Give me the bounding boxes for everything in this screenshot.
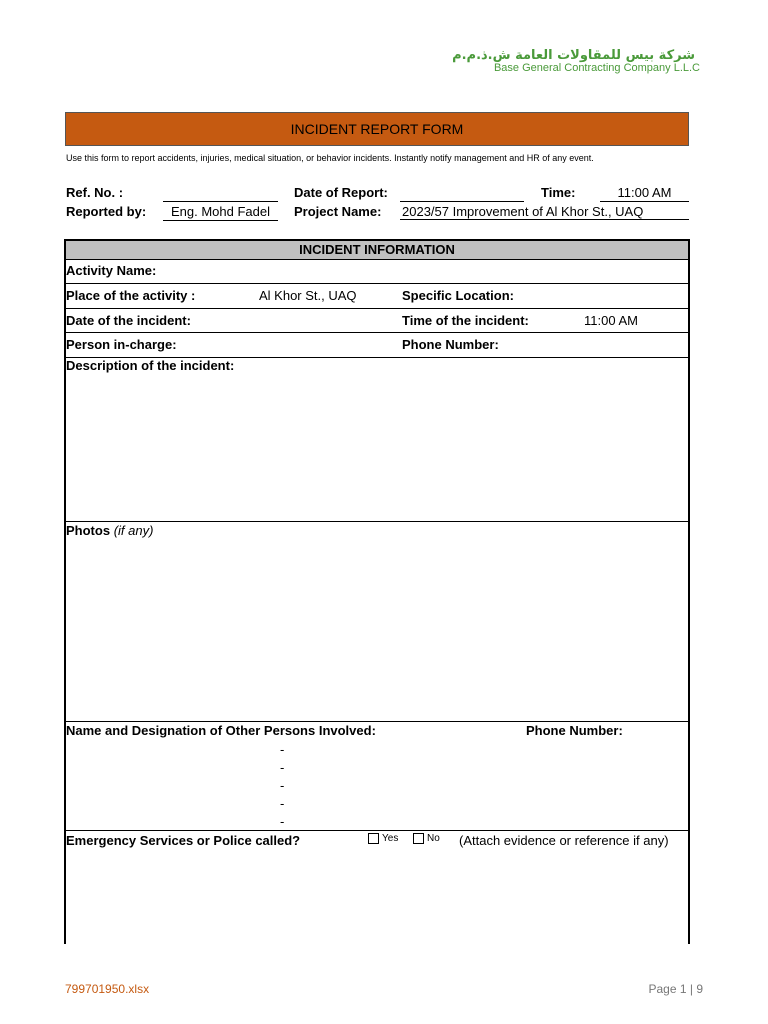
footer-page-number: Page 1 | 9 <box>648 982 703 996</box>
place-of-activity-value[interactable]: Al Khor St., UAQ <box>259 288 357 303</box>
place-of-activity-label: Place of the activity : <box>66 288 196 303</box>
project-name-field[interactable]: 2023/57 Improvement of Al Khor St., UAQ <box>400 204 689 220</box>
specific-location-label: Specific Location: <box>402 288 514 303</box>
attach-evidence-note: (Attach evidence or reference if any) <box>459 833 669 848</box>
row-divider <box>66 283 688 284</box>
form-instructions: Use this form to report accidents, injuries, medical situation, or behavior incidents. Instantly notify management and HR of any event. <box>66 153 594 163</box>
photos-heading <box>66 523 153 538</box>
row-divider <box>66 830 688 831</box>
reported-by-field[interactable]: Eng. Mohd Fadel <box>163 204 278 221</box>
description-label: Description of the incident: <box>66 358 235 373</box>
photos-area[interactable] <box>66 541 686 716</box>
list-item[interactable]: - <box>280 796 285 811</box>
other-persons-phone-label: Phone Number: <box>526 723 623 738</box>
yes-label: Yes <box>382 833 399 845</box>
person-in-charge-label: Person in-charge: <box>66 337 177 352</box>
description-area[interactable] <box>66 376 686 516</box>
section-title-incident-information: INCIDENT INFORMATION <box>66 241 688 260</box>
photos-note: (if any) <box>113 523 154 538</box>
emergency-no-option[interactable] <box>413 833 440 844</box>
time-of-incident-label: Time of the incident: <box>402 313 529 328</box>
photos-label: Photos <box>66 523 111 538</box>
emergency-services-label: Emergency Services or Police called? <box>66 833 301 848</box>
time-field[interactable]: 11:00 AM <box>600 185 689 202</box>
row-divider <box>66 521 688 522</box>
reported-by-label: Reported by: <box>66 204 147 219</box>
list-item[interactable]: - <box>280 778 285 793</box>
time-of-incident-value[interactable]: 11:00 AM <box>584 313 638 328</box>
footer-file-name: 799701950.xlsx <box>65 982 150 996</box>
project-name-label: Project Name: <box>294 204 382 219</box>
row-divider <box>66 308 688 309</box>
phone-number-label: Phone Number: <box>402 337 499 352</box>
time-label: Time: <box>541 185 576 200</box>
checkbox-yes[interactable] <box>368 833 379 844</box>
row-divider <box>66 332 688 333</box>
other-persons-label: Name and Designation of Other Persons Involved: <box>66 723 376 738</box>
date-of-report-label: Date of Report: <box>294 185 388 200</box>
form-title: INCIDENT REPORT FORM <box>290 121 464 137</box>
emergency-yes-option[interactable] <box>368 833 398 844</box>
list-item[interactable]: - <box>280 760 285 775</box>
list-item[interactable]: - <box>280 742 285 757</box>
date-of-incident-label: Date of the incident: <box>66 313 191 328</box>
ref-no-field[interactable] <box>163 185 278 202</box>
checkbox-no[interactable] <box>413 833 424 844</box>
row-divider <box>66 721 688 722</box>
list-item[interactable]: - <box>280 814 285 829</box>
form-title-bar <box>65 112 689 146</box>
no-label: No <box>427 833 440 845</box>
date-of-report-field[interactable] <box>400 185 524 202</box>
activity-name-label: Activity Name: <box>66 263 157 278</box>
ref-no-label: Ref. No. : <box>66 185 124 200</box>
company-name-english: Base General Contracting Company L.L.C <box>493 62 700 74</box>
company-name-arabic: شركة بيس للمقاولات العامة ش.ذ.م.م <box>452 48 695 63</box>
